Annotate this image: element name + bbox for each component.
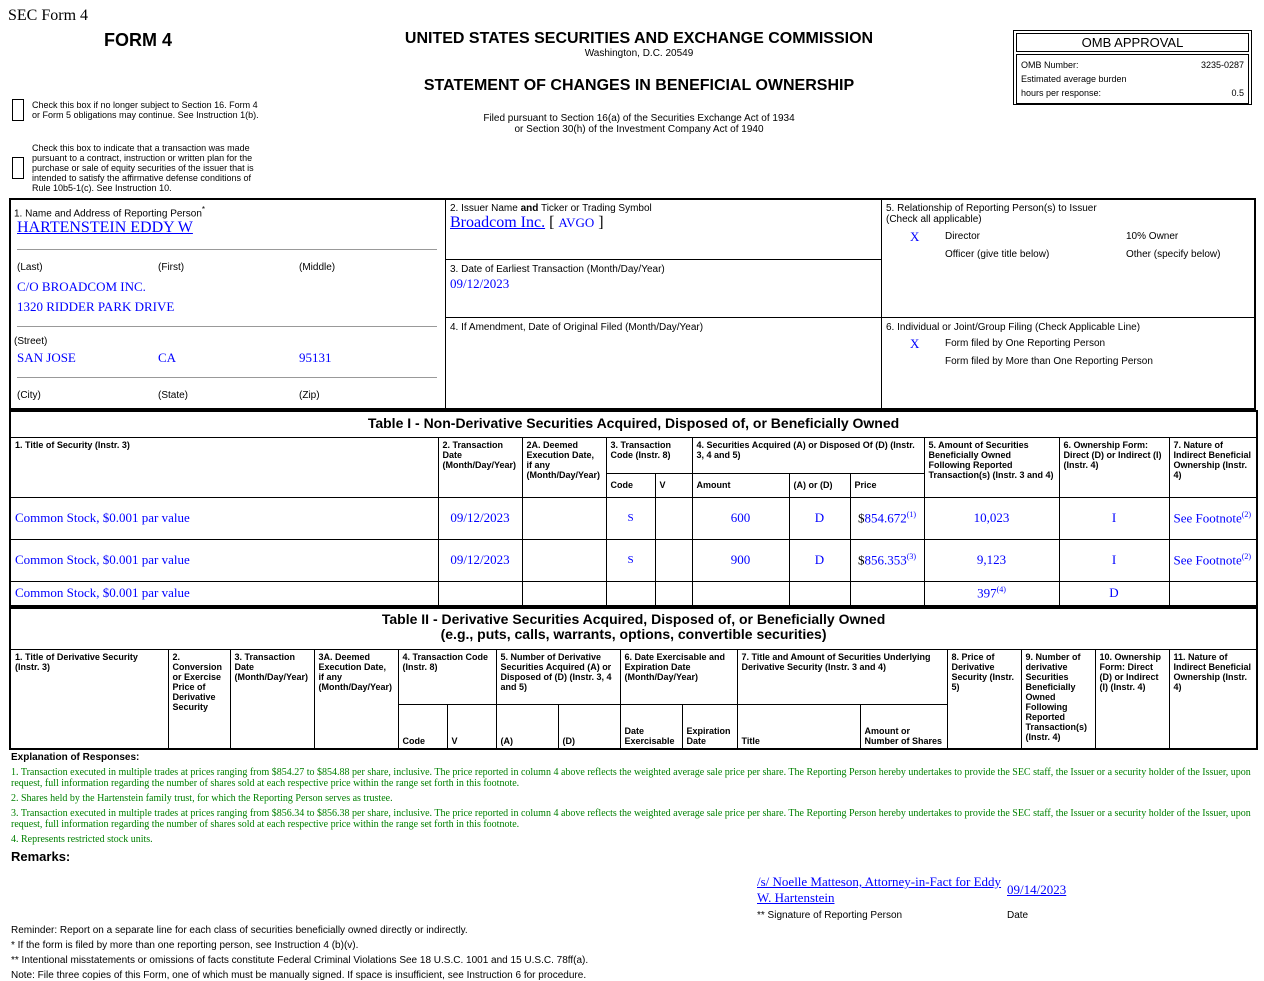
omb-number-label: OMB Number: [1021, 60, 1079, 70]
form-title: FORM 4 [104, 30, 173, 50]
omb-hours: 0.5 [1231, 88, 1244, 98]
col-nature: 7. Nature of Indirect Beneficial Ownership (Instr. 4) [1169, 437, 1257, 497]
table-1-title: Table I - Non-Derivative Securities Acquired, Disposed of, or Beneficially Owned [10, 411, 1257, 437]
earliest-label: 3. Date of Earliest Transaction (Month/Day/Year) [450, 264, 665, 275]
col-conversion-price: 2. Conversion or Exercise Price of Derivative Security [168, 649, 230, 749]
col-deemed-date: 2A. Deemed Execution Date, if any (Month/Day/Year) [522, 437, 606, 497]
amendment-label: 4. If Amendment, Date of Original Filed (Month/Day/Year) [450, 322, 704, 333]
footnote-1: 1. Transaction executed in multiple trades at prices ranging from $854.27 to $854.88 per share, inclusive. The price reported in column 4 above reflects the weighted average sale price per share. The Reporting Person hereby undertakes to provide the SEC staff, the Issuer or a security holder of the Issuer, upon request, full information regarding the number of shares sold at each respective price within the range set forth in this footnote. [11, 767, 1251, 789]
a-or-d: D [789, 539, 850, 581]
col-derivative-price: 8. Price of Derivative Security (Instr. 5) [947, 649, 1021, 749]
col-ownership-form: 6. Ownership Form: Direct (D) or Indirect (I) (Instr. 4) [1059, 437, 1169, 497]
col-transaction-date: 2. Transaction Date (Month/Day/Year) [438, 437, 522, 497]
col-derivative-owned: 9. Number of derivative Securities Beneficially Owned Following Reported Transaction(s) (Instr. 4) [1021, 649, 1095, 749]
statement-title: STATEMENT OF CHANGES IN BENEFICIAL OWNERSHIP [423, 77, 855, 94]
col-transaction-date: 3. Transaction Date (Month/Day/Year) [230, 649, 314, 749]
signature-date[interactable]: 09/14/2023 [1007, 882, 1067, 897]
nature: See Footnote$^{(2)}$ [1169, 497, 1257, 539]
rule10b5-text: Check this box to indicate that a transaction was made pursuant to a contract, instruction or written plan for the purchase or sale of equity securities of the issuer that is intended to satisfy the affirmative defense conditions of Rule 10b5-1(c). See Instruction 10. [32, 143, 254, 193]
sub-date-exercisable: Date Exercisable [620, 704, 682, 749]
sec-form-label: SEC Form 4 [8, 7, 89, 24]
reminder: Reminder: Report on a separate line for each class of securities beneficially owned directly or indirectly. [11, 925, 468, 936]
officer-label: Officer (give title below) [945, 249, 1050, 260]
middle-label: (Middle) [299, 262, 336, 273]
sub-code: Code [606, 473, 655, 497]
filed-line-2: or Section 30(h) of the Investment Company Act of 1940 [514, 124, 764, 135]
code: S [606, 539, 655, 581]
earliest-date: 09/12/2023 [450, 276, 510, 291]
section16-checkbox[interactable] [12, 99, 24, 121]
state: CA [158, 350, 177, 365]
price: $854.672$^{(1)}$ [850, 497, 924, 539]
code: S [606, 497, 655, 539]
footer-note-2: ** Intentional misstatements or omissions of facts constitute Federal Criminal Violations See 18 U.S.C. 1001 and 15 U.S.C. 78ff(a). [11, 955, 589, 966]
col-transaction-code: 3. Transaction Code (Instr. 8) [606, 437, 692, 473]
ownership-form: I [1059, 497, 1169, 539]
filing-box [881, 317, 1256, 410]
deemed-date [522, 539, 606, 581]
director-label: Director [945, 231, 981, 242]
table-row [10, 581, 1257, 606]
address-line-2: 1320 RIDDER PARK DRIVE [17, 299, 175, 314]
security-title: Common Stock, $0.001 par value [10, 497, 438, 539]
col-derivative-title: 1. Title of Derivative Security (Instr. 3) [10, 649, 168, 749]
location: Washington, D.C. 20549 [584, 48, 694, 59]
sub-amount-shares: Amount or Number of Shares [860, 704, 947, 749]
earliest-date-box [445, 259, 882, 318]
footnote-2: 2. Shares held by the Hartenstein family trust, for which the Reporting Person serves as trustee. [11, 793, 393, 804]
transaction-date: 09/12/2023 [438, 539, 522, 581]
first-label: (First) [158, 262, 185, 273]
sub-a: (A) [496, 704, 558, 749]
one-person-mark[interactable]: X [910, 336, 920, 351]
more-persons-label: Form filed by More than One Reporting Person [945, 356, 1153, 367]
sub-v: V [655, 473, 692, 497]
col-exercisable-expiration: 6. Date Exercisable and Expiration Date (Month/Day/Year) [620, 649, 737, 704]
col-nature: 11. Nature of Indirect Beneficial Ownership (Instr. 4) [1169, 649, 1257, 749]
filing-label: 6. Individual or Joint/Group Filing (Check Applicable Line) [886, 322, 1141, 333]
omb-hours-label: hours per response: [1021, 88, 1102, 98]
issuer-name-link[interactable]: Broadcom Inc. [450, 214, 546, 231]
sub-price: Price [850, 473, 924, 497]
zip-label: (Zip) [299, 390, 320, 401]
table-2-title: Table II - Derivative Securities Acquired, Disposed of, or Beneficially Owned (e.g., puts, calls, warrants, options, convertible securities) [10, 608, 1257, 649]
ownership-form: I [1059, 539, 1169, 581]
security-title: Common Stock, $0.001 par value [10, 581, 438, 606]
amount-owned: 10,023 [924, 497, 1059, 539]
director-mark[interactable]: X [910, 229, 920, 244]
sub-a-or-d: (A) or (D) [789, 473, 850, 497]
omb-burden-label: Estimated average burden [1021, 74, 1127, 84]
sub-expiration-date: Expiration Date [682, 704, 737, 749]
street-label: (Street) [14, 336, 48, 347]
table-row [10, 497, 1257, 539]
city: SAN JOSE [17, 350, 76, 365]
ticker: AVGO [558, 215, 595, 230]
footer-note-3: Note: File three copies of this Form, one of which must be manually signed. If space is insufficient, see Instruction 6 for procedure. [11, 970, 587, 981]
last-label: (Last) [17, 262, 43, 273]
reporter-name-link[interactable]: HARTENSTEIN EDDY W [17, 219, 193, 236]
zip: 95131 [299, 350, 332, 365]
col-ownership-form: 10. Ownership Form: Direct (D) or Indirect (I) (Instr. 4) [1095, 649, 1169, 749]
address-line-1: C/O BROADCOM INC. [17, 279, 146, 294]
col-underlying: 7. Title and Amount of Securities Underlying Derivative Security (Instr. 3 and 4) [737, 649, 947, 704]
table-1 [9, 410, 1258, 607]
one-person-label: Form filed by One Reporting Person [945, 338, 1106, 349]
omb-approval-box [1013, 30, 1252, 105]
footnote-4: 4. Represents restricted stock units. [11, 834, 153, 845]
owner10-label: 10% Owner [1126, 231, 1179, 242]
footer-note-1: * If the form is filed by more than one reporting person, see Instruction 4 (b)(v). [11, 940, 359, 951]
sub-d: (D) [558, 704, 620, 749]
amount: 600 [692, 497, 789, 539]
deemed-date [522, 497, 606, 539]
col-transaction-code: 4. Transaction Code (Instr. 8) [398, 649, 496, 704]
nature: See Footnote$^{(2)}$ [1169, 539, 1257, 581]
col-amount-owned: 5. Amount of Securities Beneficially Owned Following Reported Transaction(s) (Instr. 3 and 4) [924, 437, 1059, 497]
omb-details [1016, 54, 1249, 104]
transaction-date: 09/12/2023 [438, 497, 522, 539]
footnote-3: 3. Transaction executed in multiple trades at prices ranging from $856.34 to $856.38 per share, inclusive. The price reported in column 4 above reflects the weighted average sale price per share. The Reporting Person hereby undertakes to provide the SEC staff, the Issuer or a security holder of the Issuer, upon request, full information regarding the number of shares sold at each respective price within the range set forth in this footnote. [11, 808, 1251, 830]
table-row [10, 539, 1257, 581]
security-title: Common Stock, $0.001 par value [10, 539, 438, 581]
relationship-box [881, 198, 1256, 318]
sub-title: Title [737, 704, 860, 749]
omb-number: 3235-0287 [1200, 60, 1244, 70]
amendment-box [445, 317, 882, 410]
relationship-label: 5. Relationship of Reporting Person(s) to Issuer (Check all applicable) [886, 203, 1097, 225]
col-deemed-date: 3A. Deemed Execution Date, if any (Month/Day/Year) [314, 649, 398, 749]
reporting-person-box [9, 198, 446, 410]
v [655, 497, 692, 539]
section16-text: Check this box if no longer subject to Section 16. Form 4 or Form 5 obligations may continue. See Instruction 1(b). [32, 100, 259, 120]
remarks-title: Remarks: [11, 849, 71, 864]
amount: 900 [692, 539, 789, 581]
filed-pursuant [330, 113, 948, 135]
ownership-form: D [1059, 581, 1169, 606]
sub-amount: Amount [692, 473, 789, 497]
other-label: Other (specify below) [1126, 249, 1221, 260]
signature-label: ** Signature of Reporting Person [757, 910, 903, 921]
v [655, 539, 692, 581]
signature-link[interactable]: /s/ Noelle Matteson, Attorney-in-Fact for Eddy W. Hartenstein [757, 874, 1002, 905]
city-label: (City) [17, 390, 41, 401]
filed-line-1: Filed pursuant to Section 16(a) of the Securities Exchange Act of 1934 [483, 113, 795, 124]
a-or-d: D [789, 497, 850, 539]
table-2 [9, 607, 1258, 750]
col-securities-acquired: 4. Securities Acquired (A) or Disposed Of (D) (Instr. 3, 4 and 5) [692, 437, 924, 473]
issuer-value: Broadcom Inc. [ AVGO ] [450, 214, 604, 231]
rule10b5-checkbox[interactable] [12, 157, 24, 179]
col-number-derivative: 5. Number of Derivative Securities Acquired (A) or Disposed of (D) (Instr. 3, 4 and 5) [496, 649, 620, 704]
explanation-title: Explanation of Responses: [11, 752, 140, 763]
col-title: 1. Title of Security (Instr. 3) [10, 437, 438, 497]
state-label: (State) [158, 390, 189, 401]
amount-owned: 397$^{(4)}$ [924, 581, 1059, 606]
commission-title: UNITED STATES SECURITIES AND EXCHANGE COMMISSION [404, 30, 874, 47]
issuer-label: 2. Issuer Name and Ticker or Trading Symbol [450, 203, 652, 214]
omb-title: OMB APPROVAL [1016, 33, 1249, 52]
sub-code: Code [398, 704, 447, 749]
sub-v: V [447, 704, 496, 749]
amount-owned: 9,123 [924, 539, 1059, 581]
price: $856.353$^{(3)}$ [850, 539, 924, 581]
issuer-box [445, 198, 882, 260]
reporter-label: 1. Name and Address of Reporting Person* [14, 205, 206, 220]
date-label: Date [1007, 910, 1029, 921]
